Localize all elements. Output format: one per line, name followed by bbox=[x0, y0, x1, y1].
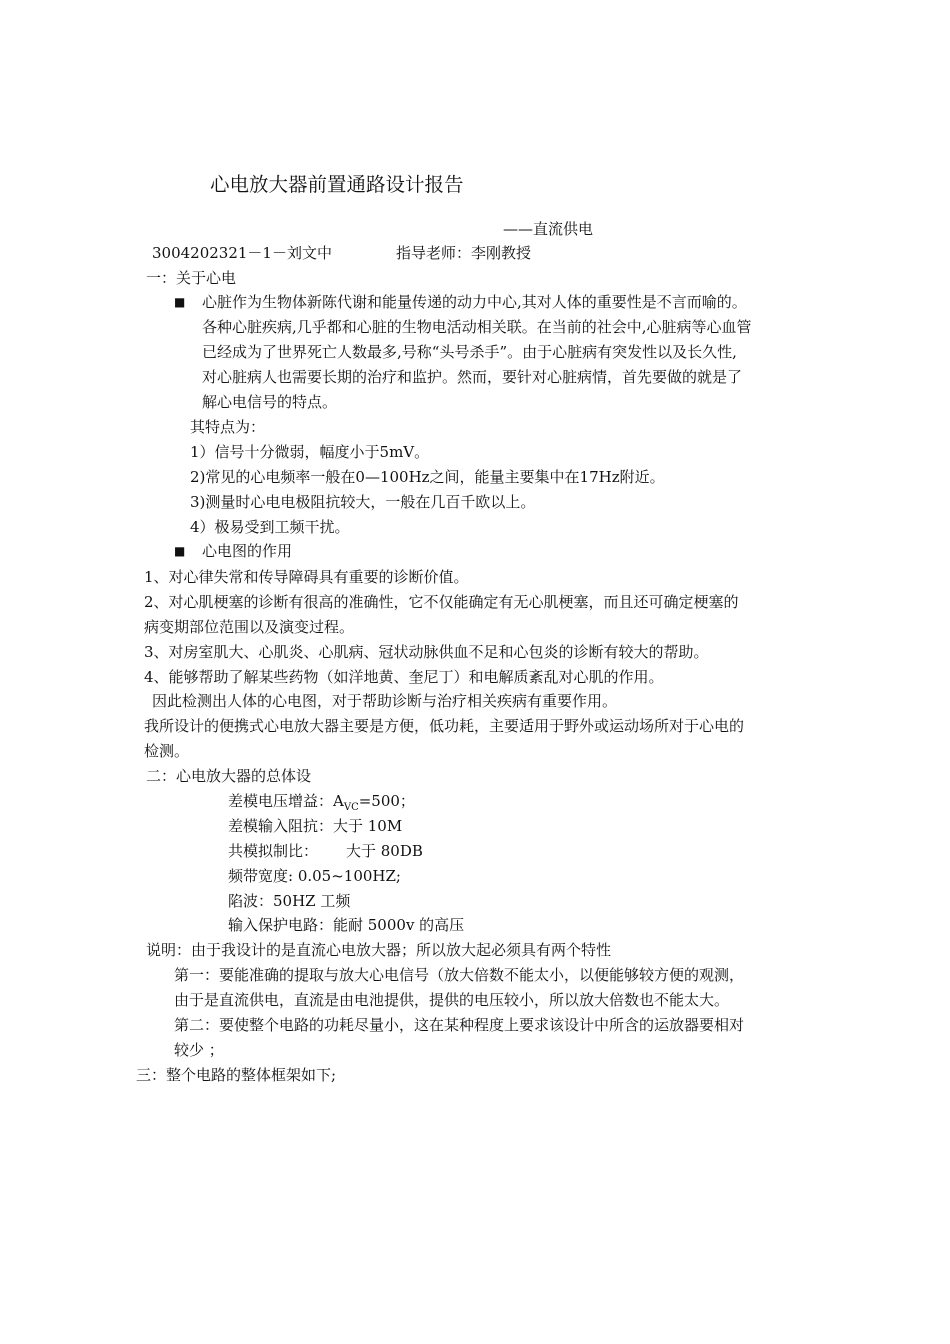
section2-heading: 二：心电放大器的总体设 bbox=[146, 767, 312, 785]
spec-gain-prefix: 差模电压增益：A bbox=[228, 792, 344, 810]
feature-item: 3)测量时心电电极阻抗较大，一般在几百千欧以上。 bbox=[190, 493, 536, 511]
spec-cmrr-label: 共模拟制比： bbox=[228, 842, 319, 860]
paragraph-line: 各种心脏疾病,几乎都和心脏的生物电活动相关联。在当前的社会中,心脏病等心血管 bbox=[202, 318, 752, 336]
feature-item: 4）极易受到工频干扰。 bbox=[190, 518, 350, 536]
spec-protection: 输入保护电路：能耐 5000v 的高压 bbox=[228, 916, 465, 934]
design-line: 我所设计的便携式心电放大器主要是方便，低功耗，主要适用于野外或运动场所对于心电的 bbox=[144, 717, 745, 735]
bullet-heading: 心电图的作用 bbox=[202, 542, 293, 560]
use-item: 4、能够帮助了解某些药物（如洋地黄、奎尼丁）和电解质紊乱对心肌的作用。 bbox=[144, 668, 664, 686]
feature-item: 2)常见的心电频率一般在0—100Hz之间，能量主要集中在17Hz附近。 bbox=[190, 468, 665, 486]
spec-impedance: 差模输入阻抗：大于 10M bbox=[228, 817, 403, 835]
paragraph-line: 对心脏病人也需要长期的治疗和监护。然而，要针对心脏病情，首先要做的就是了 bbox=[202, 368, 743, 386]
use-item: 2、对心肌梗塞的诊断有很高的准确性，它不仅能确定有无心肌梗塞，而且还可确定梗塞的 bbox=[144, 593, 739, 611]
spec-gain bbox=[228, 790, 415, 812]
paragraph-line: 解心电信号的特点。 bbox=[202, 393, 338, 411]
features-intro: 其特点为： bbox=[190, 418, 266, 436]
point1-line: 由于是直流供电，直流是由电池提供，提供的电压较小，所以放大倍数也不能太大。 bbox=[174, 991, 730, 1009]
point1-line: 第一：要能准确的提取与放大心电信号（放大倍数不能太小，以便能够较方便的观测， bbox=[174, 966, 745, 984]
document-subtitle: ——直流供电 bbox=[503, 220, 594, 238]
point2-line: 较少 ； bbox=[174, 1041, 224, 1059]
author-line: 3004202321－1－刘文中 bbox=[152, 244, 332, 262]
explain-line: 说明：由于我设计的是直流心电放大器；所以放大起必须具有两个特性 bbox=[146, 941, 612, 959]
spec-bandwidth: 频带宽度: 0.05~100HZ; bbox=[228, 867, 401, 885]
use-item: 1、对心律失常和传导障碍具有重要的诊断价值。 bbox=[144, 568, 469, 586]
spec-notch: 陷波：50HZ 工频 bbox=[228, 892, 351, 910]
design-line: 检测。 bbox=[144, 742, 190, 760]
use-item: 3、对房室肌大、心肌炎、心肌病、冠状动脉供血不足和心包炎的诊断有较大的帮助。 bbox=[144, 643, 709, 661]
paragraph-line: 已经成为了世界死亡人数最多,号称“头号杀手”。由于心脏病有突发性以及长久性, bbox=[202, 343, 737, 361]
advisor-line: 指导老师：李刚教授 bbox=[396, 244, 532, 262]
point2-line: 第二：要使整个电路的功耗尽量小，这在某种程度上要求该设计中所含的运放器要相对 bbox=[174, 1016, 745, 1034]
use-item: 病变期部位范围以及演变过程。 bbox=[144, 618, 355, 636]
feature-item: 1）信号十分微弱，幅度小于5mV。 bbox=[190, 443, 430, 461]
spec-gain-subscript: VC bbox=[343, 802, 359, 813]
section3-heading: 三：整个电路的整体框架如下; bbox=[136, 1066, 337, 1084]
conclusion-line: 因此检测出人体的心电图，对于帮助诊断与治疗相关疾病有重要作用。 bbox=[152, 692, 618, 710]
bullet-square-icon: ■ bbox=[174, 544, 186, 558]
spec-cmrr-value: 大于 80DB bbox=[346, 842, 423, 860]
paragraph-line: 心脏作为生物体新陈代谢和能量传递的动力中心,其对人体的重要性是不言而喻的。 bbox=[202, 293, 747, 311]
bullet-square-icon: ■ bbox=[174, 295, 186, 309]
document-title: 心电放大器前置通路设计报告 bbox=[210, 173, 464, 196]
spec-gain-suffix: =500； bbox=[358, 792, 415, 810]
section1-heading: 一：关于心电 bbox=[146, 269, 237, 287]
